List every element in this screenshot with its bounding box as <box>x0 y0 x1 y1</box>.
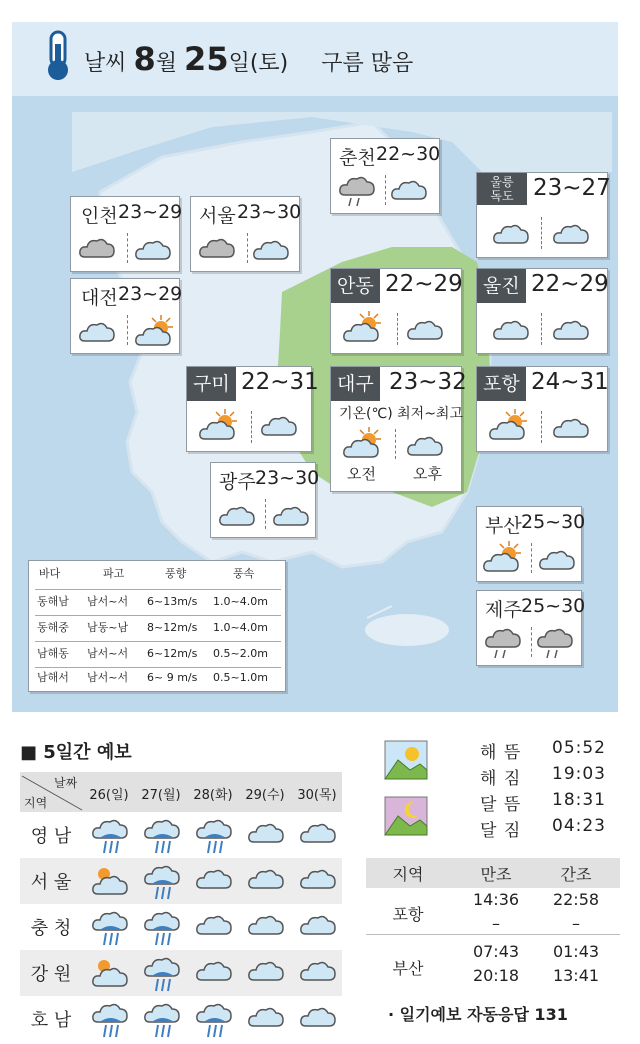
city-tag: 대구 <box>331 367 380 401</box>
title-day: 25 <box>184 40 229 78</box>
city-card-uljin <box>476 268 608 354</box>
title-label: 날씨 <box>84 51 127 76</box>
cloud-icon <box>537 545 577 577</box>
city-name: 대전 <box>81 287 118 309</box>
sea-cell: 1.0~4.0m <box>213 621 268 634</box>
cloud-icon <box>491 219 531 251</box>
city-card-ulleung <box>476 172 611 258</box>
cloud-icon <box>77 233 117 265</box>
sea-col-header: 파고 <box>103 567 125 580</box>
sea-cell: 동해남 <box>37 595 69 608</box>
pm-label: 오후 <box>413 465 442 483</box>
sea-cell: 남해서 <box>37 671 69 684</box>
table-row <box>29 667 285 689</box>
forecast-day: 26(일) <box>89 788 129 803</box>
sea-cell: 남서~서 <box>87 671 129 684</box>
thermometer-icon <box>40 30 76 82</box>
cloud-icon <box>298 910 338 942</box>
title-condition: 구름 많음 <box>321 51 414 76</box>
rain-icon <box>90 910 130 952</box>
divider <box>395 429 396 459</box>
city-name: 광주 <box>219 471 256 493</box>
am-label: 오전 <box>347 465 376 483</box>
tide-cell: 07:43 <box>472 942 520 961</box>
cloud-icon <box>551 413 591 445</box>
city-temp: 22~29 <box>385 271 463 297</box>
city-name: 부산 <box>485 515 522 537</box>
moonset-label: 달 짐 <box>480 821 522 841</box>
cloud-icon <box>551 315 591 347</box>
table-row <box>20 858 342 904</box>
page-title <box>84 40 413 78</box>
cloud-icon <box>551 219 591 251</box>
city-temp: 25~30 <box>521 511 586 533</box>
city-temp: 22~30 <box>376 143 441 165</box>
sunrise-label: 해 뜸 <box>480 743 522 763</box>
city-temp: 23~30 <box>255 467 320 489</box>
sunrise-time: 05:52 <box>552 738 606 758</box>
moonrise-label: 달 뜸 <box>480 795 522 815</box>
city-card-gumi <box>186 366 319 452</box>
rain-icon <box>194 1002 234 1044</box>
rain-icon <box>142 818 182 860</box>
city-temp: 23~29 <box>118 201 183 223</box>
rain-icon <box>142 1002 182 1044</box>
city-name: 서울 <box>199 205 236 227</box>
table-row <box>20 812 342 858</box>
tide-cell: 13:41 <box>552 966 600 985</box>
sunrise-icon <box>384 740 428 780</box>
cloud-icon <box>298 864 338 896</box>
moonset-time: 04:23 <box>552 816 606 836</box>
tide-region: 포항 <box>392 905 424 924</box>
cloud-sun-icon <box>481 539 527 579</box>
cloud-icon <box>298 818 338 850</box>
sea-header-row <box>29 563 285 585</box>
forecast-title: ■ 5일간 예보 <box>20 742 132 763</box>
city-card-chuncheon <box>330 138 440 214</box>
cloud-icon <box>251 235 291 267</box>
rain-icon <box>142 864 182 906</box>
cloud-icon <box>194 956 234 988</box>
rain-icon <box>90 1002 130 1044</box>
cloud-icon <box>217 501 257 533</box>
tide-header-row <box>366 858 620 888</box>
city-name: 춘천 <box>339 147 376 169</box>
city-card-andong <box>330 268 462 354</box>
cloud-sun-icon <box>197 407 243 447</box>
cloud-rain-icon <box>535 625 575 665</box>
cloud-sun-icon <box>341 309 387 349</box>
sea-cell: 남동~남 <box>87 621 129 634</box>
tide-cell: – <box>572 914 580 933</box>
city-temp: 23~27 <box>533 175 611 201</box>
tide-cell: – <box>492 914 500 933</box>
sea-cell: 6~13m/s <box>147 595 198 608</box>
cloud-icon <box>197 233 237 265</box>
cloud-icon <box>246 956 286 988</box>
cloud-icon <box>133 235 173 267</box>
city-card-pohang <box>476 366 608 452</box>
corner-date-label: 날짜 <box>54 776 78 790</box>
rain-icon <box>142 910 182 952</box>
forecast-region: 호 남 <box>30 1010 72 1031</box>
corner-region-label: 지역 <box>24 796 48 810</box>
cloud-icon <box>246 1002 286 1034</box>
cloud-icon <box>246 864 286 896</box>
cloud-icon <box>77 317 117 349</box>
sea-cell: 6~ 9 m/s <box>147 671 198 684</box>
moonrise-time: 18:31 <box>552 790 606 810</box>
sea-cell: 남서~서 <box>87 595 129 608</box>
cloud-rain-icon <box>337 173 377 213</box>
table-row <box>20 904 342 950</box>
sea-cell: 남서~서 <box>87 647 129 660</box>
tide-cell: 14:36 <box>472 890 520 909</box>
sea-cell: 8~12m/s <box>147 621 198 634</box>
tide-cell: 20:18 <box>472 966 520 985</box>
sea-cell: 동해중 <box>37 621 69 634</box>
sea-col-header: 풍향 <box>165 567 187 580</box>
divider <box>127 315 128 345</box>
cloud-icon <box>194 864 234 896</box>
footer-phone: · 일기예보 자동응답 131 <box>388 1005 568 1024</box>
table-row <box>29 617 285 639</box>
sea-cell: 남해동 <box>37 647 69 660</box>
sunset-label: 해 짐 <box>480 769 522 789</box>
city-name: 인천 <box>81 205 118 227</box>
divider <box>265 499 266 529</box>
cloud-icon <box>389 175 429 207</box>
cloud-icon <box>246 910 286 942</box>
divider <box>127 233 128 263</box>
temp-legend: 기온(℃) 최저~최고 <box>339 406 463 422</box>
city-tag: 울진 <box>477 269 526 303</box>
tide-region: 부산 <box>392 959 424 978</box>
sea-col-header: 풍속 <box>233 567 255 580</box>
rain-icon <box>194 818 234 860</box>
sea-cell: 1.0~4.0m <box>213 595 268 608</box>
table-row <box>29 643 285 665</box>
forecast-region: 충 청 <box>30 918 72 939</box>
tide-col-header: 만조 <box>480 865 512 884</box>
cloud-rain-icon <box>483 625 523 665</box>
city-tag: 안동 <box>331 269 380 303</box>
divider <box>531 543 532 573</box>
city-card-daegu <box>330 366 467 492</box>
cloud-sun-icon <box>90 956 130 994</box>
city-temp: 23~30 <box>237 201 302 223</box>
divider <box>531 627 532 657</box>
city-card-jeju <box>476 590 586 666</box>
table-row <box>20 996 342 1042</box>
forecast-day: 28(화) <box>193 788 233 803</box>
city-card-daejeon <box>70 278 183 354</box>
city-name: 제주 <box>485 599 522 621</box>
forecast-day: 30(목) <box>297 788 337 803</box>
forecast-day: 29(수) <box>245 788 285 803</box>
city-temp: 23~32 <box>389 369 467 395</box>
cloud-sun-icon <box>341 425 387 465</box>
city-temp: 24~31 <box>531 369 609 395</box>
tide-col-header: 간조 <box>560 865 592 884</box>
city-card-gwangju <box>210 462 320 538</box>
divider <box>541 217 542 249</box>
table-row <box>20 950 342 996</box>
cloud-icon <box>405 431 445 463</box>
city-tag: 포항 <box>477 367 526 401</box>
divider <box>541 313 542 345</box>
forecast-day: 27(월) <box>141 788 181 803</box>
city-temp: 23~29 <box>118 283 183 305</box>
title-month-unit: 월 <box>155 51 178 76</box>
cloud-sun-icon <box>90 864 130 902</box>
title-day-unit: 일(토) <box>228 51 289 76</box>
divider <box>247 233 248 263</box>
cloud-icon <box>271 501 311 533</box>
cloud-icon <box>298 956 338 988</box>
title-month: 8 <box>133 40 156 78</box>
cloud-icon <box>491 315 531 347</box>
forecast-region: 서 울 <box>30 872 72 893</box>
city-tag: 울릉 독도 <box>477 173 527 205</box>
sea-cell: 0.5~1.0m <box>213 671 268 684</box>
sea-conditions-table <box>28 560 286 692</box>
city-temp: 25~30 <box>521 595 586 617</box>
city-tag: 구미 <box>187 367 236 401</box>
rain-icon <box>90 818 130 860</box>
cloud-sun-icon <box>487 407 533 447</box>
sea-col-header: 바다 <box>39 567 61 580</box>
sunset-time: 19:03 <box>552 764 606 784</box>
city-card-seoul <box>190 196 300 272</box>
forecast-header-row <box>20 772 342 812</box>
forecast-region: 강 원 <box>30 964 72 985</box>
cloud-icon <box>194 910 234 942</box>
forecast-region: 영 남 <box>30 826 72 847</box>
tide-cell: 01:43 <box>552 942 600 961</box>
divider <box>541 411 542 443</box>
city-card-busan <box>476 506 586 582</box>
tide-cell: 22:58 <box>552 890 600 909</box>
cloud-icon <box>405 315 445 347</box>
divider <box>251 411 252 443</box>
cloud-sun-icon <box>133 313 179 353</box>
tide-col-header: 지역 <box>392 865 424 884</box>
sea-cell: 0.5~2.0m <box>213 647 268 660</box>
cloud-icon <box>259 411 299 443</box>
divider <box>397 313 398 345</box>
moon-icon <box>384 796 428 836</box>
rain-icon <box>142 956 182 998</box>
table-row <box>29 591 285 613</box>
city-card-incheon <box>70 196 183 272</box>
cloud-icon <box>246 818 286 850</box>
city-temp: 22~29 <box>531 271 609 297</box>
divider <box>385 175 386 205</box>
cloud-icon <box>298 1002 338 1034</box>
city-temp: 22~31 <box>241 369 319 395</box>
sea-cell: 6~12m/s <box>147 647 198 660</box>
